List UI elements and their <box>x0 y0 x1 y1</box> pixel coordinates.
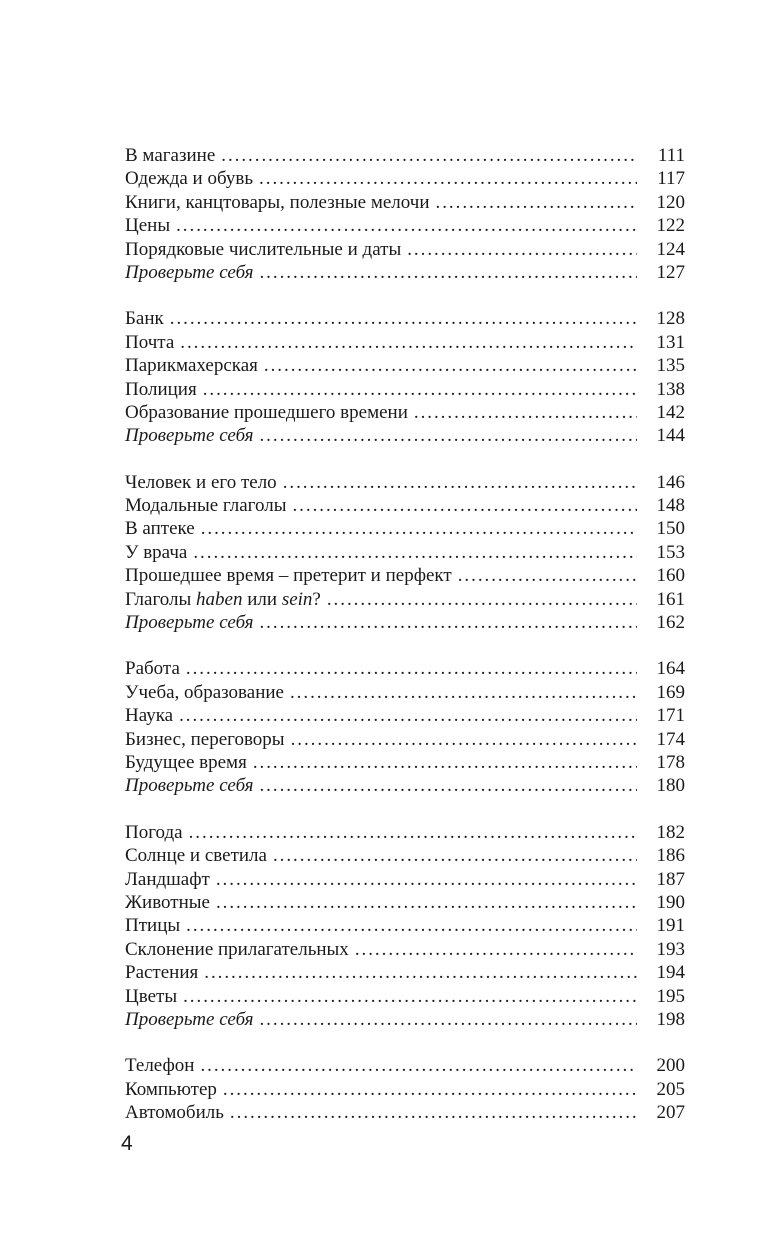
toc-entry-title: Глаголы haben или sein? <box>125 588 321 610</box>
dot-leader <box>259 774 637 797</box>
toc-entry <box>125 868 685 891</box>
toc-section <box>125 307 685 447</box>
toc-entry-page: 142 <box>656 401 685 423</box>
toc-entry-page: 186 <box>656 845 685 867</box>
toc-entry <box>125 728 685 751</box>
toc-entry-page: 161 <box>656 588 685 610</box>
dot-leader <box>216 868 637 891</box>
toc-section <box>125 471 685 635</box>
dot-leader <box>291 728 637 751</box>
toc-entry-title: Почта <box>125 331 175 353</box>
dot-leader <box>221 144 637 167</box>
toc-entry-title: Цветы <box>125 985 178 1007</box>
dot-leader <box>253 751 637 774</box>
toc-entry <box>125 1101 685 1124</box>
dot-leader <box>176 214 637 237</box>
dot-leader <box>283 471 637 494</box>
toc-entry-title: Телефон <box>125 1055 195 1077</box>
dot-leader <box>180 331 637 354</box>
toc-entry-page: 111 <box>657 145 685 166</box>
toc-entry <box>125 354 685 377</box>
toc-entry-page: 153 <box>656 541 685 563</box>
toc-entry-title: Прошедшее время – претерит и перфект <box>125 565 452 587</box>
dot-leader <box>186 914 637 937</box>
dot-leader <box>414 401 637 424</box>
toc-entry <box>125 541 685 564</box>
toc-entry-page: 160 <box>656 565 685 587</box>
toc-entry <box>125 331 685 354</box>
toc-entry-title: Проверьте себя <box>125 425 254 447</box>
toc-entry-title: Проверьте себя <box>125 1008 254 1030</box>
toc-entry <box>125 914 685 937</box>
toc-entry <box>125 704 685 727</box>
toc-entry <box>125 307 685 330</box>
toc-entry <box>125 891 685 914</box>
toc-entry-page: 205 <box>656 1078 685 1100</box>
toc-entry <box>125 144 685 167</box>
toc-entry <box>125 1078 685 1101</box>
dot-leader <box>259 167 637 190</box>
toc-entry-page: 117 <box>657 168 685 190</box>
toc-entry <box>125 424 685 447</box>
dot-leader <box>259 424 637 447</box>
dot-leader <box>292 494 637 517</box>
toc-entry <box>125 844 685 867</box>
toc-entry-page: 190 <box>656 891 685 913</box>
dot-leader <box>203 378 637 401</box>
toc-entry-page: 146 <box>656 471 685 493</box>
toc-entry-page: 131 <box>656 331 685 353</box>
toc-entry <box>125 167 685 190</box>
toc-entry-title: Склонение прилагательных <box>125 938 349 960</box>
toc-entry-page: 120 <box>656 191 685 213</box>
toc-entry-page: 124 <box>656 238 685 260</box>
toc-entry-title: Учеба, образование <box>125 681 284 703</box>
toc-entry-page: 128 <box>656 308 685 330</box>
toc-section <box>125 1054 685 1124</box>
toc-entry-page: 127 <box>656 261 685 283</box>
toc-section <box>125 144 685 284</box>
toc-entry-page: 138 <box>656 378 685 400</box>
dot-leader <box>259 611 637 634</box>
toc-entry <box>125 494 685 517</box>
toc-entry <box>125 191 685 214</box>
toc-entry-page: 207 <box>656 1102 685 1124</box>
dot-leader <box>179 704 637 727</box>
toc-entry <box>125 588 685 611</box>
dot-leader <box>223 1078 637 1101</box>
dot-leader <box>170 307 637 330</box>
toc-entry-title: Проверьте себя <box>125 775 254 797</box>
toc-entry-page: 162 <box>656 612 685 634</box>
toc-entry <box>125 261 685 284</box>
toc-entry-page: 180 <box>656 775 685 797</box>
toc-entry-title: Птицы <box>125 915 181 937</box>
toc-entry-page: 135 <box>656 355 685 377</box>
toc-entry-page: 195 <box>656 985 685 1007</box>
toc-entry-page: 150 <box>656 518 685 540</box>
dot-leader <box>200 1054 637 1077</box>
toc-entry <box>125 1054 685 1077</box>
toc-entry-page: 178 <box>656 751 685 773</box>
toc-entry-page: 193 <box>656 938 685 960</box>
toc-entry-page: 164 <box>656 658 685 680</box>
toc-entry-title: Будущее время <box>125 751 247 773</box>
dot-leader <box>193 541 637 564</box>
toc-entry-title: Полиция <box>125 378 197 400</box>
toc-entry-title: Растения <box>125 962 199 984</box>
toc-entry <box>125 938 685 961</box>
toc-entry-title: Животные <box>125 891 210 913</box>
toc-entry <box>125 751 685 774</box>
dot-leader <box>216 891 637 914</box>
toc-entry-title: Модальные глаголы <box>125 495 287 517</box>
dot-leader <box>259 261 637 284</box>
toc-entry-title: В аптеке <box>125 518 195 540</box>
toc-entry <box>125 471 685 494</box>
toc-entry-title: Парикмахерская <box>125 355 258 377</box>
dot-leader <box>189 821 637 844</box>
toc-section <box>125 657 685 797</box>
dot-leader <box>204 961 637 984</box>
toc-entry-title: У врача <box>125 541 188 563</box>
dot-leader <box>273 844 637 867</box>
page-number: 4 <box>121 1132 133 1155</box>
toc-entry <box>125 657 685 680</box>
toc-entry-title: Человек и его тело <box>125 471 277 493</box>
toc-entry-page: 182 <box>656 821 685 843</box>
toc-entry-page: 171 <box>656 705 685 727</box>
toc-entry-title: Образование прошедшего времени <box>125 401 408 423</box>
toc-entry-title: Солнце и светила <box>125 845 267 867</box>
toc-entry-title: Бизнес, переговоры <box>125 728 285 750</box>
toc-entry-page: 191 <box>656 915 685 937</box>
toc-entry-page: 148 <box>656 495 685 517</box>
dot-leader <box>230 1101 637 1124</box>
toc-entry-title: Банк <box>125 308 164 330</box>
toc-entry-title: Ландшафт <box>125 868 210 890</box>
dot-leader <box>355 938 637 961</box>
toc-entry <box>125 1008 685 1031</box>
toc-entry <box>125 378 685 401</box>
toc-entry-title: Одежда и обувь <box>125 168 254 190</box>
toc-entry <box>125 611 685 634</box>
toc-entry-page: 198 <box>656 1008 685 1030</box>
toc-entry <box>125 821 685 844</box>
toc-entry-title: Порядковые числительные и даты <box>125 238 402 260</box>
toc-entry <box>125 517 685 540</box>
toc-entry-title: Автомобиль <box>125 1102 224 1124</box>
dot-leader <box>290 681 637 704</box>
toc-entry-title: Цены <box>125 215 171 237</box>
toc-entry-page: 187 <box>656 868 685 890</box>
dot-leader <box>407 238 637 261</box>
toc-entry-title: Проверьте себя <box>125 612 254 634</box>
dot-leader <box>259 1008 637 1031</box>
toc-entry-title: Работа <box>125 658 180 680</box>
dot-leader <box>186 657 637 680</box>
toc-entry <box>125 214 685 237</box>
toc-entry <box>125 774 685 797</box>
toc-entry-title: Компьютер <box>125 1078 217 1100</box>
dot-leader <box>183 985 637 1008</box>
dot-leader <box>264 354 637 377</box>
dot-leader <box>458 564 637 587</box>
toc-entry <box>125 961 685 984</box>
dot-leader <box>201 517 637 540</box>
toc-entry-page: 122 <box>656 215 685 237</box>
toc-entry <box>125 238 685 261</box>
toc-entry <box>125 564 685 587</box>
toc-section <box>125 821 685 1032</box>
toc-entry <box>125 681 685 704</box>
toc-entry-title: Проверьте себя <box>125 261 254 283</box>
toc-entry-title: Погода <box>125 821 183 843</box>
dot-leader <box>436 191 637 214</box>
toc-entry-title: В магазине <box>125 145 216 166</box>
toc-entry <box>125 401 685 424</box>
toc-entry-page: 174 <box>656 728 685 750</box>
toc-entry <box>125 985 685 1008</box>
toc-entry-title: Наука <box>125 705 174 727</box>
toc-entry-title: Книги, канцтовары, полезные мелочи <box>125 191 430 213</box>
toc-entry-page: 169 <box>656 681 685 703</box>
toc-entry-page: 144 <box>656 425 685 447</box>
dot-leader <box>327 588 637 611</box>
table-of-contents <box>125 144 685 1147</box>
toc-entry-page: 200 <box>656 1055 685 1077</box>
toc-entry-page: 194 <box>656 962 685 984</box>
